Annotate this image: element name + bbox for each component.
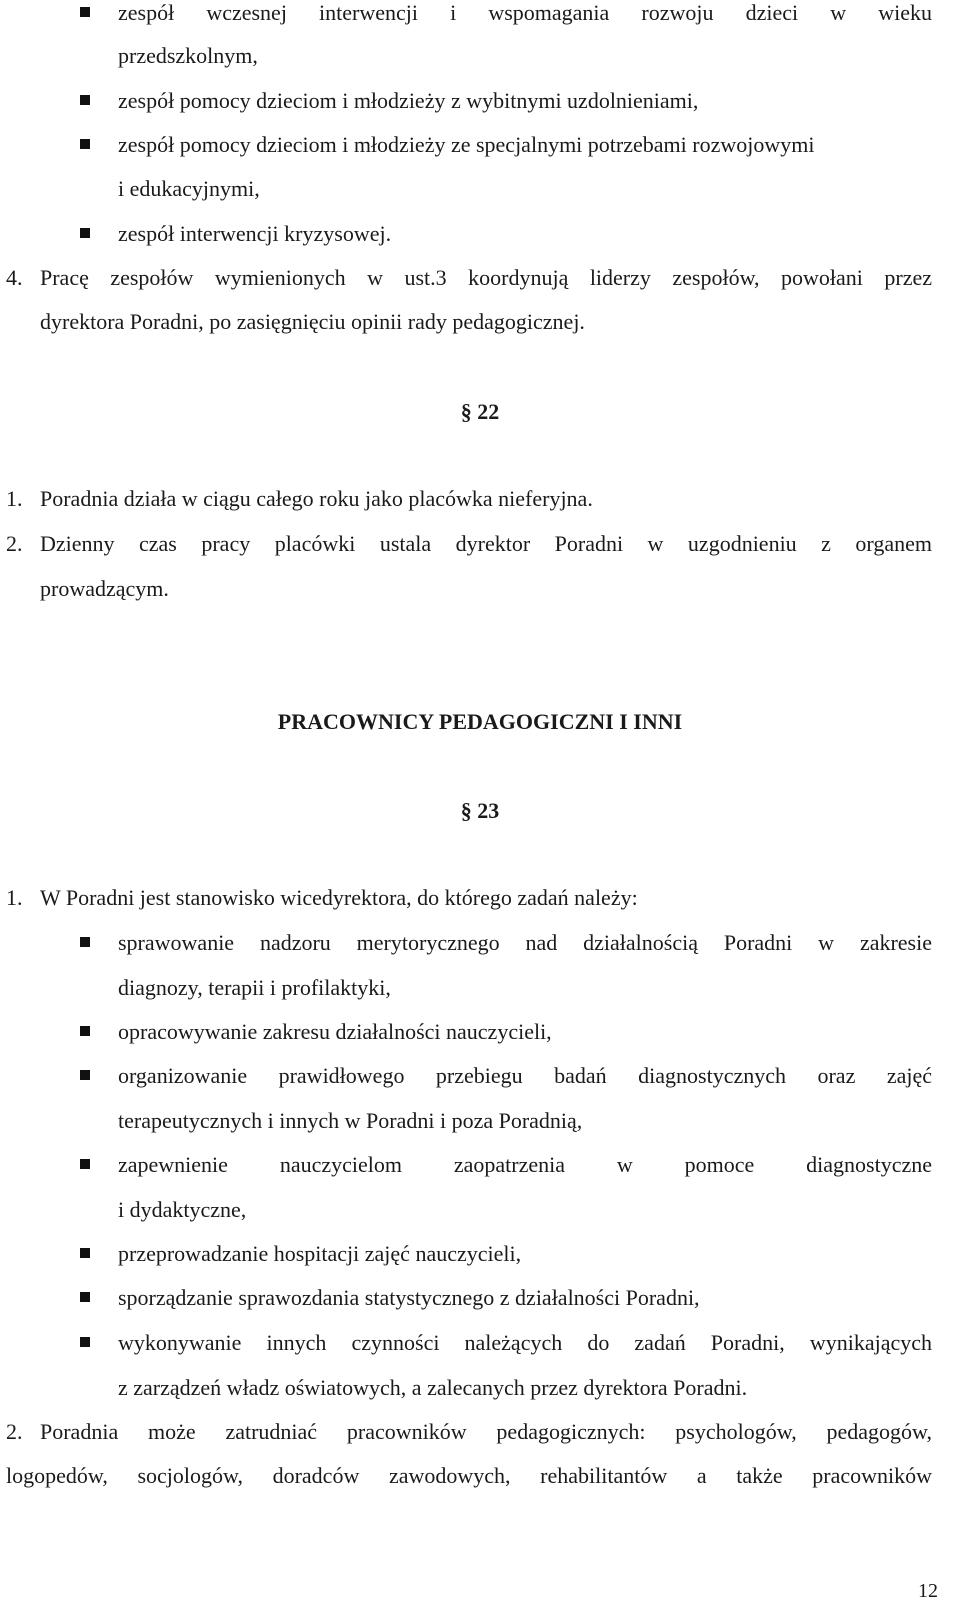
bullet-square-icon — [80, 1159, 90, 1169]
bullet-square-icon — [80, 937, 90, 947]
paragraph-line: Pracę zespołów wymienionych w ust.3 koordynują liderzy zespołów, powołani przez — [40, 265, 932, 290]
bullet-text-line: sprawowanie nadzoru merytorycznego nad działalnością Poradni w zakresie — [118, 930, 932, 955]
bullet-square-icon — [80, 1292, 90, 1302]
bullet-text-line: i edukacyjnymi, — [118, 176, 260, 201]
bullet-square-icon — [80, 1248, 90, 1258]
section-title-23: § 23 — [460, 798, 500, 823]
paragraph-line: W Poradni jest stanowisko wicedyrektora, do którego zadań należy: — [40, 885, 638, 910]
bullet-text-line: z zarządzeń władz oświatowych, a zalecanych przez dyrektora Poradni. — [118, 1375, 748, 1400]
bullet-text-line: diagnozy, terapii i profilaktyki, — [118, 975, 391, 1000]
item-number: 2. — [6, 531, 23, 556]
bullet-square-icon — [80, 228, 90, 238]
item-number: 1. — [6, 885, 23, 910]
item-number: 2. — [6, 1419, 23, 1444]
paragraph-line: logopedów, socjologów, doradców zawodowych, rehabilitantów a także pracowników — [6, 1463, 932, 1488]
bullet-text-line: przeprowadzanie hospitacji zajęć nauczycieli, — [118, 1241, 522, 1266]
paragraph-line: dyrektora Poradni, po zasięgnięciu opinii rady pedagogicznej. — [40, 309, 585, 334]
item-number: 1. — [6, 486, 23, 511]
section-title-22: § 22 — [460, 399, 500, 424]
bullet-text-line: opracowywanie zakresu działalności nauczycieli, — [118, 1019, 552, 1044]
bullet-text-line: zespół wczesnej interwencji i wspomagania rozwoju dzieci w wieku — [118, 0, 932, 25]
paragraph-line: prowadzącym. — [40, 576, 169, 601]
bullet-text-line: zapewnienie nauczycielom zaopatrzenia w pomoce diagnostyczne — [118, 1152, 932, 1177]
bullet-text-line: przedszkolnym, — [118, 43, 258, 68]
bullet-text-line: zespół interwencji kryzysowej. — [118, 221, 392, 246]
bullet-text-line: terapeutycznych i innych w Poradni i poza Poradnią, — [118, 1108, 583, 1133]
bullet-text-line: organizowanie prawidłowego przebiegu badań diagnostycznych oraz zajęć — [118, 1063, 932, 1088]
bullet-square-icon — [80, 7, 90, 17]
paragraph-line: Poradnia działa w ciągu całego roku jako placówka nieferyjna. — [40, 486, 593, 511]
page-number: 12 — [918, 1580, 938, 1602]
item-number: 4. — [6, 265, 23, 290]
bullet-square-icon — [80, 95, 90, 105]
paragraph-line: Dzienny czas pracy placówki ustala dyrektor Poradni w uzgodnieniu z organem — [40, 531, 932, 556]
bullet-text-line: i dydaktyczne, — [118, 1197, 247, 1222]
bullet-square-icon — [80, 1026, 90, 1036]
bullet-text-line: sporządzanie sprawozdania statystycznego z działalności Poradni, — [118, 1285, 700, 1310]
bullet-square-icon — [80, 1337, 90, 1347]
bullet-square-icon — [80, 139, 90, 149]
bullet-square-icon — [80, 1070, 90, 1080]
bullet-text-line: zespół pomocy dzieciom i młodzieży ze specjalnymi potrzebami rozwojowymi — [118, 132, 815, 157]
section-heading: PRACOWNICY PEDAGOGICZNI I INNI — [277, 709, 683, 734]
paragraph-line: Poradnia może zatrudniać pracowników pedagogicznych: psychologów, pedagogów, — [40, 1419, 932, 1444]
bullet-text-line: zespół pomocy dzieciom i młodzieży z wybitnymi uzdolnieniami, — [118, 88, 699, 113]
bullet-text-line: wykonywanie innych czynności należących do zadań Poradni, wynikających — [118, 1330, 932, 1355]
